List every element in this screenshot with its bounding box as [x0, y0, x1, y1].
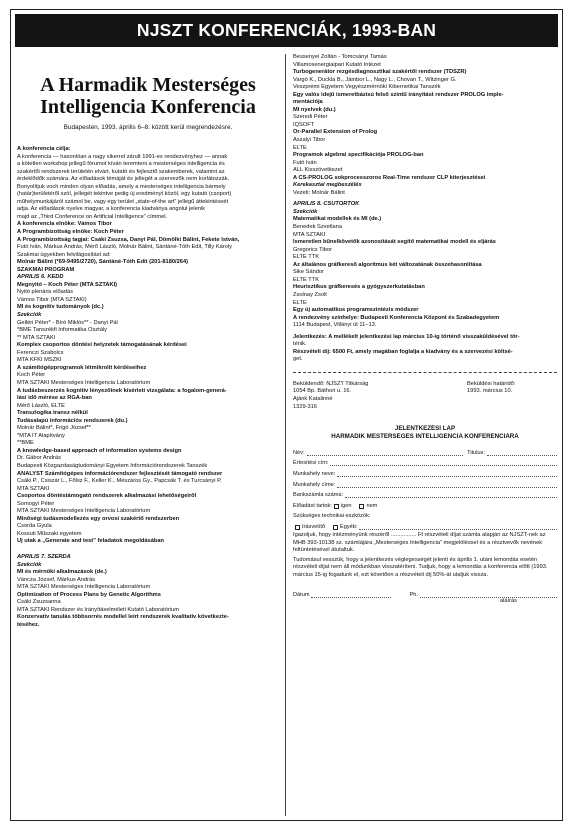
entry-heading: Az általános gráfkereső algoritmus két változatának összehasonlítása	[293, 261, 482, 268]
entry-heading: A knowledge-based approach of information systems design	[17, 447, 182, 454]
entry-heading: Egy valós idejű ismeretbázisú felső szintű irányítást rendszer PROLOG imple-	[293, 91, 504, 98]
overhead-label: írásvetítő	[302, 524, 326, 530]
text-line: MTA KFKI MSZKI	[17, 357, 62, 364]
left-column	[17, 54, 279, 818]
page	[10, 9, 563, 821]
text-line: A konferencia — hasonlóan a nagy sikerrel zárult 1991-es rendezvényhez — annak	[17, 153, 228, 160]
bank-line[interactable]	[345, 492, 557, 498]
entry-heading: Turbogenerátor rezgésdiagnosztikai szakértői rendszer (TDSZR)	[293, 69, 467, 76]
device-label: Szükséges technikai eszközök:	[293, 513, 371, 520]
address-right	[467, 381, 557, 411]
entry-heading: lási idő mérése az RGA-ban	[17, 395, 92, 402]
entry-heading: Komplex csoportos döntési helyzetek támogatásának kérdései	[17, 342, 187, 349]
text-line: ELTE TTK	[293, 254, 320, 261]
workplace-label: Munkahely neve:	[293, 471, 336, 478]
text-line: **BME	[17, 440, 34, 447]
column-divider	[285, 54, 286, 816]
yes-checkbox[interactable]	[334, 504, 339, 509]
conference-title	[17, 74, 279, 118]
entry-heading: A Programbizottság tagjai: Csáki Zsuzsa, Danyi Pál, Dömölki Bálint, Fekete István,	[17, 236, 240, 243]
entry-heading: SZAKMAI PROGRAM	[17, 266, 75, 273]
section-heading: Szekciók	[17, 561, 42, 568]
text-line: ELTE	[293, 299, 307, 306]
presenter-field	[293, 498, 557, 509]
text-line: Futó Iván, Márkus András, Mérő László, Molnár Bálint, Sántáné-Tóth Edit, Tilly Károly	[17, 244, 232, 251]
text-line: Csáki P., Csiszár L., Főlsz F., Keller K., Mészáros Gy., Papcsák T. és Turcsányi P.	[17, 478, 222, 485]
text-line: Veszprémi Egyetem Vegyészmérnöki Kibernetikai Tanszék	[293, 84, 441, 91]
cut-line	[293, 372, 557, 373]
entry-heading: ANALYST Számítógépes információrendszer fejlesztését támogató rendszer	[17, 470, 223, 477]
text-line: ténik.	[293, 341, 307, 348]
entry-heading: Molnár Bálint (*69-9495/2720), Sántáné-Tóth Edit (201-8180/264)	[17, 259, 188, 266]
text-line: Szeredi Péter	[293, 114, 328, 121]
date-line[interactable]	[311, 592, 391, 598]
form-title: JELENTKEZÉSI LAP	[394, 425, 456, 433]
no-label: nem	[366, 502, 378, 509]
ph-label: Ph.	[409, 591, 418, 598]
name-line[interactable]	[307, 450, 464, 456]
text-line: Szakmai ügyekben felvilágosítást ad:	[17, 251, 111, 258]
entry-heading: Új utak a „Generate and test” feladatok megoldásában	[17, 538, 164, 545]
text-line: Vámos Tibor (MTA SZTAKI)	[17, 296, 87, 303]
payment-statement: Igazoljuk, hogy intézményünk részéről ................ Ft részvételi díjat számla alapján az NJSZT-nek az MHB 393-10138 sz. számlájára „Mesterséges Intelligencia” megjelöléssel és a résztvevők nevének feltüntetésével átutaltuk.	[293, 532, 546, 553]
work-address-field[interactable]	[293, 477, 557, 488]
entry-heading: Csoportos döntéstámogató rendszerek alkalmazási lehetőségeiről	[17, 493, 197, 500]
bank-label: Bankszámla száma:	[293, 492, 344, 499]
workplace-line[interactable]	[337, 471, 557, 477]
dateline: Budapesten, 1993. április 6–8. között kerül megrendezésre.	[63, 124, 233, 131]
address-label: Értesítési cím:	[293, 460, 329, 467]
text-line: Ferenczi Szabolcs	[17, 349, 64, 356]
text-line: *BME Tanszékfi Informatika Osztály	[17, 327, 107, 334]
no-checkbox[interactable]	[359, 504, 364, 509]
text-line: (határ)területéről szól, jellegét tekintve pedig új eredményt közöl, egy kutató (csoport)	[17, 191, 232, 198]
text-line: ELTE TTK	[293, 276, 320, 283]
text-line: Csáki Zsuzsanna	[17, 599, 61, 606]
entry-heading: téséhez.	[17, 621, 40, 628]
entry-heading: Matematikai modellek és MI (de.)	[293, 216, 382, 223]
text-line: Villamosenergiaipari Kutató Intézet	[293, 61, 381, 68]
work-address-line[interactable]	[337, 482, 557, 488]
yes-label: igen	[340, 502, 352, 509]
entry-heading: Minőségi tudásmodellezés egy orvosi szakértő rendszerben	[17, 515, 180, 522]
text-line: 1114 Budapest, Villányi út 11–13.	[293, 322, 377, 329]
text-line: MTA SZTAKI	[293, 231, 326, 238]
text-line: Bonyolítjuk voch minden olyan előadás, amely a mesterséges intelligencia bármely	[17, 183, 226, 190]
workplace-field[interactable]	[293, 466, 557, 477]
work-address-label: Munkahely címe:	[293, 481, 336, 488]
text-line: Dr. Gábor András	[17, 455, 61, 462]
address-line: 1054 Bp. Báthori u. 16.	[293, 388, 352, 395]
deadline-label: Beküldési határidő:	[467, 380, 516, 387]
other-line[interactable]	[359, 524, 557, 530]
address-line: 1329-316	[293, 403, 318, 410]
text-line: Zsolnay Zsolt	[293, 291, 327, 298]
text-line: Somogyi Péter	[17, 500, 55, 507]
form-subtitle: HARMADIK MESTERSÉGES INTELLIGENCIA KONFERENCIÁRA	[331, 433, 519, 441]
entry-heading: A Programbizottság elnöke: Koch Péter	[17, 229, 124, 236]
entry-heading: Egy új automatikus programszintézis módszer	[293, 307, 419, 314]
signature-line[interactable]	[420, 592, 557, 598]
text-line: Csorda Gyula	[17, 523, 52, 530]
text-line: Budapesti Közgazdaságtudományi Egyetem Információrendszerek Tanszék	[17, 462, 208, 469]
section-heading: ÁPRILIS 8. CSÜTÖRTÖK	[293, 201, 360, 208]
entry-heading: Ismeretlen bűnelkövetők azonosítását segítő matematikai modell és eljárás	[293, 239, 496, 246]
section-heading: Szekciók	[17, 312, 42, 319]
entry-heading: A konferencia célja:	[17, 146, 71, 152]
name-field[interactable]	[293, 445, 557, 456]
entry-heading: A CS-PROLOG sokprocesszoros Real-Time rendszer CLP kiterjesztései	[293, 174, 486, 181]
text-line: Vezeti: Molnár Bálint	[293, 189, 345, 196]
text-line: Váncza József, Márkus András	[17, 576, 96, 583]
title-line-2: Intelligencia Konferencia	[40, 96, 256, 118]
entry-heading: Transzlogika transz nélkül	[17, 410, 88, 417]
entry-heading: A tudásbeszerzés kognitív lényezőinek kísérleti vizsgálata: a fogalom-generá-	[17, 387, 227, 394]
entry-heading: A számítógépprogramok létmikrolit kérdéseihez	[17, 364, 147, 371]
text-line: MTA SZTAKI Mesterséges Intelligencia Laboratórium	[17, 508, 151, 515]
presenter-label: Előadást tartok:	[293, 502, 332, 509]
entry-heading: A rendezvény színhelye: Budapesti Konferencia Központ és Szabadegyetem	[293, 314, 500, 321]
banner-title: NJSZT KONFERENCIÁK, 1993-BAN	[15, 14, 558, 47]
text-line: Sike Sándor	[293, 269, 324, 276]
other-label: Egyéb:	[340, 524, 358, 530]
entry-heading: mentációja	[293, 99, 323, 106]
other-checkbox[interactable]	[333, 525, 338, 530]
date-label: Dátum	[293, 591, 310, 598]
cancellation-statement: Tudomásul vesszük, hogy a jelentkezés véglegességét jelenti és április 1. utáni lemondás esetén részvételi díjat nem áll módunkban visszatéríteni. Tudjuk, hogy a lemondás a konferencia előtt (1993. március 15-ig fogadunk el, ezt követően a részvételi díj 50%-át utaljuk vissza.	[293, 556, 548, 578]
text-line: MTA SZTAKI Mesterséges Intelligencia Laboratórium	[17, 379, 151, 386]
section-heading: Kerekasztal megbeszélés	[293, 182, 362, 189]
text-line: MTA SZTAKI Mesterséges Intelligencia Laboratórium	[17, 584, 151, 591]
title-line-1: A Harmadik Mesterséges	[40, 74, 256, 96]
right-column	[293, 54, 557, 818]
signature-row	[293, 587, 557, 598]
text-line: ALL Kisszövetkezet	[293, 167, 343, 174]
entry-heading: Részvételi díj: 6500 Ft, amely magában foglalja a kiadvány és a szervezési költsé-	[293, 348, 513, 355]
text-line: műhelymunkájáról számol be, vagy egy terület „state-of-the art” jellegű áttekintéseét	[17, 198, 229, 205]
entry-heading: Optimization of Process Plans by Genetic Algorithms	[17, 591, 161, 598]
address-line: Beküldendő: NJSZT Titkárság	[293, 380, 369, 387]
title-label: Titulus:	[467, 449, 485, 456]
text-line: Gregorics Tibor	[293, 246, 332, 253]
section-heading: ÁPRILIS 7. SZERDA	[17, 553, 71, 560]
overhead-checkbox[interactable]	[295, 525, 300, 530]
device-label-row	[293, 509, 557, 520]
text-line: Bessenyei Zoltán - Tomcsányi Tamás	[293, 54, 387, 60]
entry-heading: Tudásalapú információs rendszerek (du.)	[17, 417, 128, 424]
text-line: Futó Iván	[293, 159, 317, 166]
entry-heading: MI nyelvek (du.)	[293, 106, 336, 113]
signature-caption: aláírás	[499, 597, 517, 604]
address-line: Ajánk Katalinné	[293, 396, 333, 403]
program-text-left	[17, 146, 279, 629]
text-line: *MTA IT Alapítvány	[17, 432, 65, 439]
section-heading: ÁPRILIS 6. KEDD	[17, 274, 64, 281]
text-line: Molnár Bálint*, Frigó József**	[17, 425, 91, 432]
entry-heading: Jelentkezés: A mellékelt jelentkezési lap március 10-ig történő visszaküldésével tör-	[293, 333, 520, 340]
text-line: adja. Az előadások nyelve magyar, a konferencia kiadványa angolul jelenik	[17, 206, 206, 213]
text-line: IQSOFT	[293, 121, 315, 128]
bank-field[interactable]	[293, 488, 557, 499]
text-line: Gelléri Péter* - Bíró Miklós** - Danyi Pál	[17, 319, 118, 326]
deadline-date: 1993. március 10.	[467, 388, 513, 395]
text-line: MTA SZTAKI	[17, 485, 50, 492]
text-line: Vargó K., Duckla B., Jámbor L., Nagy L., Chovan T., Witzinger G.	[293, 76, 457, 83]
entry-heading: Megnyitó – Koch Péter (MTA SZTAKI)	[17, 281, 118, 288]
program-text-right	[293, 54, 557, 364]
form-heading	[293, 425, 557, 441]
name-label: Név:	[293, 449, 305, 456]
address-line-input[interactable]	[330, 460, 557, 466]
registration-form	[293, 445, 557, 605]
entry-heading: MI és kognitív tudományok (dc.)	[17, 304, 104, 311]
text-line: Aszalyi Tibor	[293, 137, 326, 144]
text-line: ** MTA SZTAKI	[17, 334, 56, 341]
address-left	[293, 381, 368, 411]
text-line: érdeklődők számára. Az előadások témáját és jellegét a szervezők nem korlátozzák.	[17, 176, 230, 183]
text-line: Nyitó plenáris előadás	[17, 289, 73, 296]
text-line: majd az „Third Conference on Artificial Intelligence” címmel.	[17, 213, 168, 220]
entry-heading: A konferencia elnöke: Vámos Tibor	[17, 221, 112, 228]
device-field	[293, 519, 557, 530]
text-line: ELTE	[293, 144, 307, 151]
entry-heading: MI és mérnöki alkalmazások (de.)	[17, 569, 107, 576]
section-heading: Szekciók	[293, 208, 318, 215]
text-line: Mérő László, ELTE	[17, 402, 65, 409]
entry-heading: Or-Parallel Extension of Prolog	[293, 129, 378, 136]
text-line: szakértői rendszerek területén elvárt, kutató és fejlesztő szakemberek, valamint az	[17, 168, 225, 175]
mailing-address	[293, 381, 557, 411]
title-line[interactable]	[487, 450, 557, 456]
entry-heading: Programok algebrai specifikációja PROLOG-ban	[293, 152, 424, 159]
text-line: Benedek Szvetlana	[293, 224, 343, 231]
address-field[interactable]	[293, 456, 557, 467]
entry-heading: Heurisztikus gráfkeresés a gyógyszerkutatásban	[293, 284, 425, 291]
text-line: Kossuti Műszaki egyetem	[17, 530, 82, 537]
entry-heading: Konzervatív tanulás többsorrés modellel leírt rendszerek kvalitatív következte-	[17, 614, 229, 621]
text-line: get.	[293, 356, 303, 363]
text-line: MTA SZTAKI Rendszer és Irányításelméleti Kutató Laboratórium	[17, 606, 179, 613]
text-line: a kötetlen workshop jellegű fórumot kíván teremteni a mesterséges intelligencia és	[17, 161, 225, 168]
text-line: Koch Péter	[17, 372, 46, 379]
